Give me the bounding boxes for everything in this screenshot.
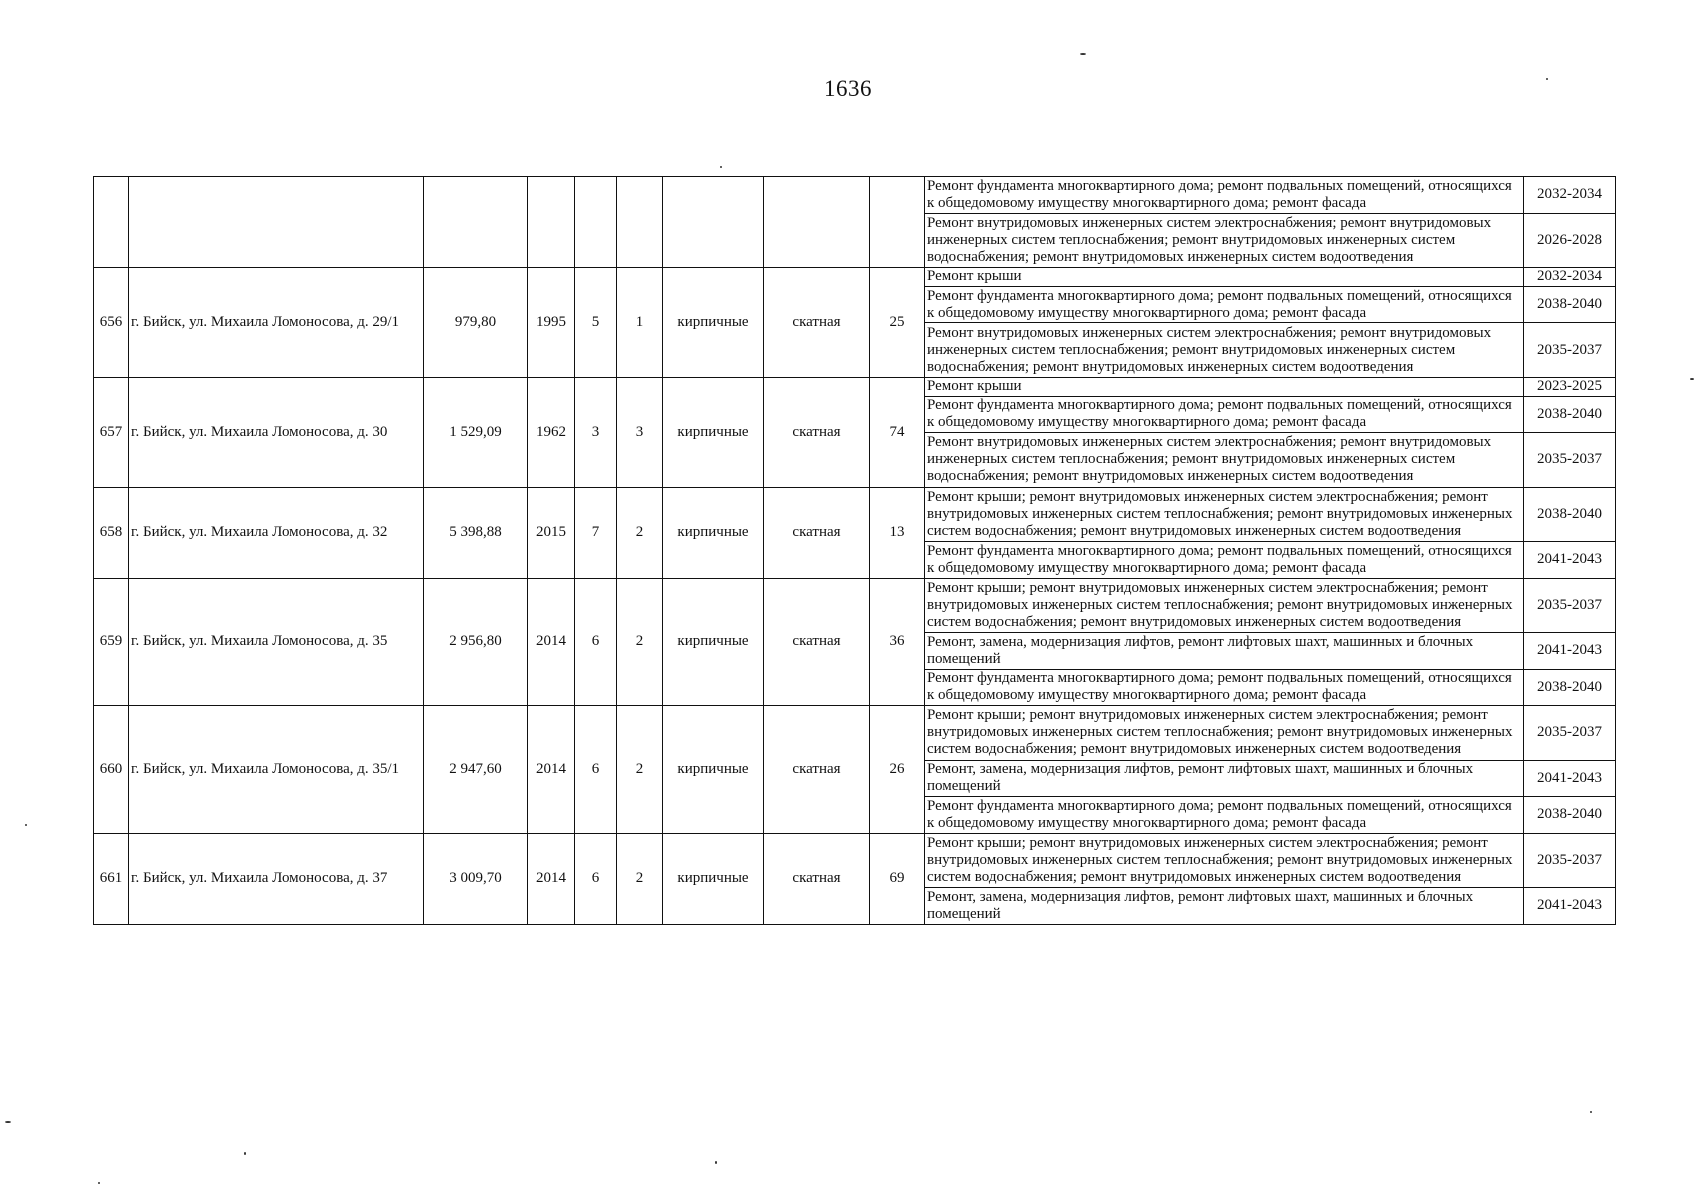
work-description: Ремонт крыши; ремонт внутридомовых инженерных систем электроснабжения; ремонт внутридомовых инженерных систем теплоснабжения; ремонт внутридомовых инженерных систем водоснабжения; ремонт внутридомовых инженерных систем водоотведения: [925, 706, 1524, 760]
table-row: [94, 267, 1616, 286]
work-period: 2035-2037: [1524, 578, 1616, 632]
scan-speck: [25, 824, 27, 826]
house-area: 3 009,70: [424, 833, 528, 924]
scan-speck: [244, 1152, 246, 1155]
row-number: 657: [94, 377, 129, 487]
work-description: Ремонт фундамента многоквартирного дома; ремонт подвальных помещений, относящихся к общедомовому имуществу многоквартирного дома; ремонт фасада: [925, 797, 1524, 834]
wall-material: кирпичные: [663, 833, 764, 924]
cell-entrances-empty: [617, 177, 663, 268]
wall-material: кирпичные: [663, 267, 764, 377]
floor-count: 5: [575, 267, 617, 377]
work-description: Ремонт фундамента многоквартирного дома; ремонт подвальных помещений, относящихся к общедомовому имуществу многоквартирного дома; ремонт фасада: [925, 669, 1524, 706]
work-period: 2035-2037: [1524, 833, 1616, 887]
work-period: 2041-2043: [1524, 541, 1616, 578]
entrance-count: 2: [617, 578, 663, 706]
resident-count: 26: [870, 706, 925, 834]
work-description: Ремонт внутридомовых инженерных систем электроснабжения; ремонт внутридомовых инженерных систем теплоснабжения; ремонт внутридомовых инженерных систем водоснабжения; ремонт внутридомовых инженерных систем водоотведения: [925, 323, 1524, 377]
cell-roof-empty: [764, 177, 870, 268]
work-description: Ремонт крыши: [925, 377, 1524, 396]
floor-count: 3: [575, 377, 617, 487]
resident-count: 13: [870, 487, 925, 578]
wall-material: кирпичные: [663, 578, 764, 706]
floor-count: 6: [575, 578, 617, 706]
scan-speck: [1690, 378, 1694, 380]
row-number: 656: [94, 267, 129, 377]
work-period: 2035-2037: [1524, 433, 1616, 487]
row-number: 659: [94, 578, 129, 706]
house-address: г. Бийск, ул. Михаила Ломоносова, д. 29/1: [129, 267, 424, 377]
resident-count: 25: [870, 267, 925, 377]
work-period: 2041-2043: [1524, 888, 1616, 925]
page-number: 1636: [824, 76, 872, 101]
work-period: 2032-2034: [1524, 177, 1616, 214]
floor-count: 6: [575, 706, 617, 834]
floor-count: 7: [575, 487, 617, 578]
scan-speck: [720, 166, 722, 168]
work-description: Ремонт фундамента многоквартирного дома; ремонт подвальных помещений, относящихся к общедомовому имуществу многоквартирного дома; ремонт фасада: [925, 286, 1524, 323]
roof-type: скатная: [764, 267, 870, 377]
work-description: Ремонт крыши; ремонт внутридомовых инженерных систем электроснабжения; ремонт внутридомовых инженерных систем теплоснабжения; ремонт внутридомовых инженерных систем водоснабжения; ремонт внутридомовых инженерных систем водоотведения: [925, 487, 1524, 541]
register-body: [94, 177, 1616, 925]
roof-type: скатная: [764, 833, 870, 924]
scan-speck: [5, 1121, 11, 1123]
work-period: 2038-2040: [1524, 487, 1616, 541]
cell-residents-empty: [870, 177, 925, 268]
house-address: г. Бийск, ул. Михаила Ломоносова, д. 32: [129, 487, 424, 578]
entrance-count: 2: [617, 487, 663, 578]
work-description: Ремонт, замена, модернизация лифтов, ремонт лифтовых шахт, машинных и блочных помещений: [925, 760, 1524, 797]
work-description: Ремонт фундамента многоквартирного дома; ремонт подвальных помещений, относящихся к общедомовому имуществу многоквартирного дома; ремонт фасада: [925, 177, 1524, 214]
table-row: [94, 487, 1616, 541]
build-year: 2014: [528, 833, 575, 924]
work-period: 2035-2037: [1524, 706, 1616, 760]
row-number: 660: [94, 706, 129, 834]
entrance-count: 1: [617, 267, 663, 377]
work-period: 2023-2025: [1524, 377, 1616, 396]
scan-speck: [1590, 1111, 1592, 1113]
wall-material: кирпичные: [663, 487, 764, 578]
cell-floors-empty: [575, 177, 617, 268]
build-year: 1995: [528, 267, 575, 377]
house-area: 2 956,80: [424, 578, 528, 706]
floor-count: 6: [575, 833, 617, 924]
house-address: г. Бийск, ул. Михаила Ломоносова, д. 37: [129, 833, 424, 924]
table-row: [94, 177, 1616, 214]
cell-num-empty: [94, 177, 129, 268]
build-year: 2014: [528, 706, 575, 834]
work-period: 2035-2037: [1524, 323, 1616, 377]
house-address: г. Бийск, ул. Михаила Ломоносова, д. 30: [129, 377, 424, 487]
roof-type: скатная: [764, 377, 870, 487]
entrance-count: 3: [617, 377, 663, 487]
scan-speck: [1546, 78, 1548, 80]
work-period: 2041-2043: [1524, 632, 1616, 669]
work-description: Ремонт, замена, модернизация лифтов, ремонт лифтовых шахт, машинных и блочных помещений: [925, 632, 1524, 669]
resident-count: 36: [870, 578, 925, 706]
roof-type: скатная: [764, 487, 870, 578]
build-year: 2014: [528, 578, 575, 706]
build-year: 1962: [528, 377, 575, 487]
house-area: 2 947,60: [424, 706, 528, 834]
roof-type: скатная: [764, 578, 870, 706]
work-description: Ремонт, замена, модернизация лифтов, ремонт лифтовых шахт, машинных и блочных помещений: [925, 888, 1524, 925]
house-area: 5 398,88: [424, 487, 528, 578]
work-description: Ремонт крыши: [925, 267, 1524, 286]
cell-year-empty: [528, 177, 575, 268]
entrance-count: 2: [617, 706, 663, 834]
resident-count: 69: [870, 833, 925, 924]
work-period: 2038-2040: [1524, 797, 1616, 834]
resident-count: 74: [870, 377, 925, 487]
work-period: 2038-2040: [1524, 286, 1616, 323]
build-year: 2015: [528, 487, 575, 578]
table-row: [94, 377, 1616, 396]
scan-speck: [1080, 53, 1086, 55]
table-row: [94, 706, 1616, 760]
house-area: 979,80: [424, 267, 528, 377]
table-row: [94, 833, 1616, 887]
work-period: 2026-2028: [1524, 213, 1616, 267]
row-number: 661: [94, 833, 129, 924]
entrance-count: 2: [617, 833, 663, 924]
work-description: Ремонт крыши; ремонт внутридомовых инженерных систем электроснабжения; ремонт внутридомовых инженерных систем теплоснабжения; ремонт внутридомовых инженерных систем водоснабжения; ремонт внутридомовых инженерных систем водоотведения: [925, 578, 1524, 632]
housing-register-table: [93, 176, 1616, 925]
scan-speck: [98, 1182, 100, 1184]
table-row: [94, 578, 1616, 632]
work-period: 2041-2043: [1524, 760, 1616, 797]
roof-type: скатная: [764, 706, 870, 834]
work-period: 2038-2040: [1524, 396, 1616, 433]
cell-material-empty: [663, 177, 764, 268]
work-period: 2038-2040: [1524, 669, 1616, 706]
cell-address-empty: [129, 177, 424, 268]
work-description: Ремонт внутридомовых инженерных систем электроснабжения; ремонт внутридомовых инженерных систем теплоснабжения; ремонт внутридомовых инженерных систем водоснабжения; ремонт внутридомовых инженерных систем водоотведения: [925, 213, 1524, 267]
wall-material: кирпичные: [663, 706, 764, 834]
house-area: 1 529,09: [424, 377, 528, 487]
row-number: 658: [94, 487, 129, 578]
work-description: Ремонт фундамента многоквартирного дома; ремонт подвальных помещений, относящихся к общедомовому имуществу многоквартирного дома; ремонт фасада: [925, 541, 1524, 578]
house-address: г. Бийск, ул. Михаила Ломоносова, д. 35/1: [129, 706, 424, 834]
house-address: г. Бийск, ул. Михаила Ломоносова, д. 35: [129, 578, 424, 706]
wall-material: кирпичные: [663, 377, 764, 487]
work-period: 2032-2034: [1524, 267, 1616, 286]
work-description: Ремонт внутридомовых инженерных систем электроснабжения; ремонт внутридомовых инженерных систем теплоснабжения; ремонт внутридомовых инженерных систем водоснабжения; ремонт внутридомовых инженерных систем водоотведения: [925, 433, 1524, 487]
work-description: Ремонт фундамента многоквартирного дома; ремонт подвальных помещений, относящихся к общедомовому имуществу многоквартирного дома; ремонт фасада: [925, 396, 1524, 433]
work-description: Ремонт крыши; ремонт внутридомовых инженерных систем электроснабжения; ремонт внутридомовых инженерных систем теплоснабжения; ремонт внутридомовых инженерных систем водоснабжения; ремонт внутридомовых инженерных систем водоотведения: [925, 833, 1524, 887]
cell-area-empty: [424, 177, 528, 268]
scan-speck: [715, 1161, 717, 1164]
